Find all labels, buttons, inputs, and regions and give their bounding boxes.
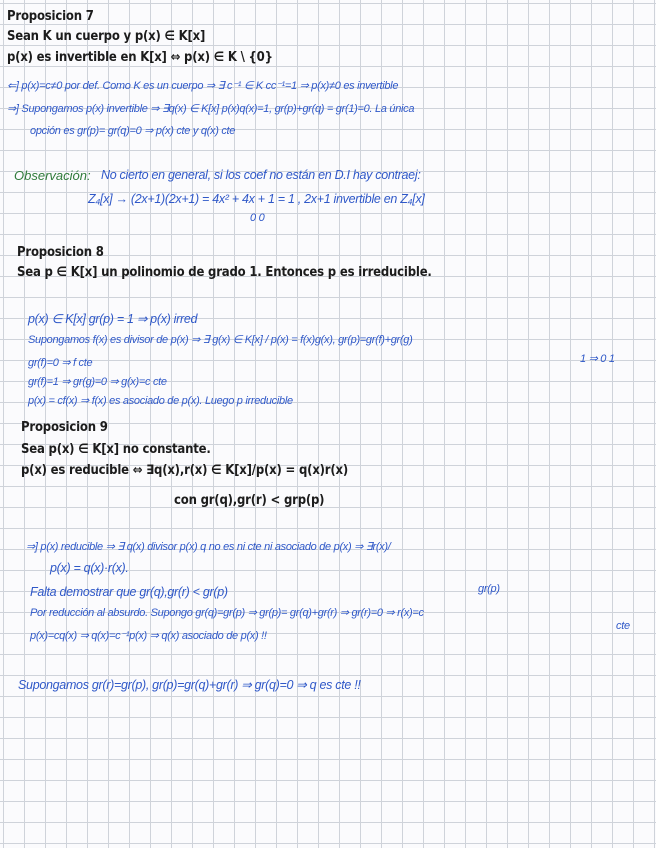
observation-marks: 0 0 bbox=[250, 212, 265, 224]
prop7-statement-1: Sean K un cuerpo y p(x) ∈ K[x] bbox=[7, 29, 206, 44]
observation-formula: Z₄[x] → (2x+1)(2x+1) = 4x² + 4x + 1 = 1 , 2x+1 invertible en Z₄[x] bbox=[88, 192, 425, 206]
prop9-statement-3: con gr(q),gr(r) < grp(p) bbox=[174, 493, 325, 508]
prop9-note-4b: cte bbox=[616, 620, 630, 632]
prop9-note-4: Por reducción al absurdo. Supongo gr(q)=gr(p) ⇒ gr(p)= gr(q)+gr(r) ⇒ gr(r)=0 ⇒ r(x)=c bbox=[30, 607, 424, 619]
prop8-statement: Sea p ∈ K[x] un polinomio de grado 1. Entonces p es irreducible. bbox=[17, 265, 432, 280]
prop9-note-3b: gr(p) bbox=[478, 583, 500, 595]
prop9-note-3: Falta demostrar que gr(q),gr(r) < gr(p) bbox=[30, 585, 228, 599]
prop7-note-1: ⇐] p(x)=c≠0 por def. Como K es un cuerpo ⇒ ∃ c⁻¹ ∈ K cc⁻¹=1 ⇒ p(x)≠0 es invertible bbox=[7, 80, 399, 92]
prop9-title: Proposicion 9 bbox=[21, 420, 108, 435]
prop7-note-2: ⇒] Supongamos p(x) invertible ⇒ ∃q(x) ∈ K[x] p(x)q(x)=1, gr(p)+gr(q) = gr(1)=0. La única bbox=[7, 103, 415, 115]
observation-text: No cierto en general, si los coef no están en D.I hay contraej: bbox=[101, 168, 421, 182]
prop9-note-5: p(x)=cq(x) ⇒ q(x)=c⁻¹p(x) ⇒ q(x) asociado de p(x) !! bbox=[30, 630, 267, 642]
prop7-statement-2: p(x) es invertible en K[x] ⇔ p(x) ∈ K \ {0} bbox=[7, 50, 273, 65]
prop9-note-2: p(x) = q(x)·r(x). bbox=[50, 561, 129, 575]
prop8-note-5: p(x) = cf(x) ⇒ f(x) es asociado de p(x). Luego p irreducible bbox=[28, 395, 293, 407]
observation-label: Observación: bbox=[14, 168, 91, 183]
prop9-note-1: ⇒] p(x) reducible ⇒ ∃ q(x) divisor p(x) q no es ni cte ni asociado de p(x) ⇒ ∃r(x)/ bbox=[26, 541, 391, 553]
prop9-statement-2: p(x) es reducible ⇔ ∃q(x),r(x) ∈ K[x]/p(x) = q(x)r(x) bbox=[21, 463, 349, 478]
prop8-note-2: Supongamos f(x) es divisor de p(x) ⇒ ∃ g(x) ∈ K[x] / p(x) = f(x)g(x), gr(p)=gr(f)+gr(g) bbox=[28, 334, 413, 346]
prop8-title: Proposicion 8 bbox=[17, 245, 104, 260]
prop7-note-3: opción es gr(p)= gr(q)=0 ⇒ p(x) cte y q(x) cte bbox=[30, 125, 236, 137]
prop9-note-6: Supongamos gr(r)=gr(p), gr(p)=gr(q)+gr(r) ⇒ gr(q)=0 ⇒ q es cte !! bbox=[18, 678, 361, 692]
prop8-note-3: gr(f)=0 ⇒ f cte bbox=[28, 357, 93, 369]
prop8-note-1: p(x) ∈ K[x] gr(p) = 1 ⇒ p(x) irred bbox=[28, 312, 198, 326]
prop8-marks: 1 ⇒ 0 1 bbox=[580, 353, 615, 365]
prop9-statement-1: Sea p(x) ∈ K[x] no constante. bbox=[21, 442, 211, 457]
prop8-note-4: gr(f)=1 ⇒ gr(g)=0 ⇒ g(x)=c cte bbox=[28, 376, 167, 388]
prop7-title: Proposicion 7 bbox=[7, 9, 94, 24]
